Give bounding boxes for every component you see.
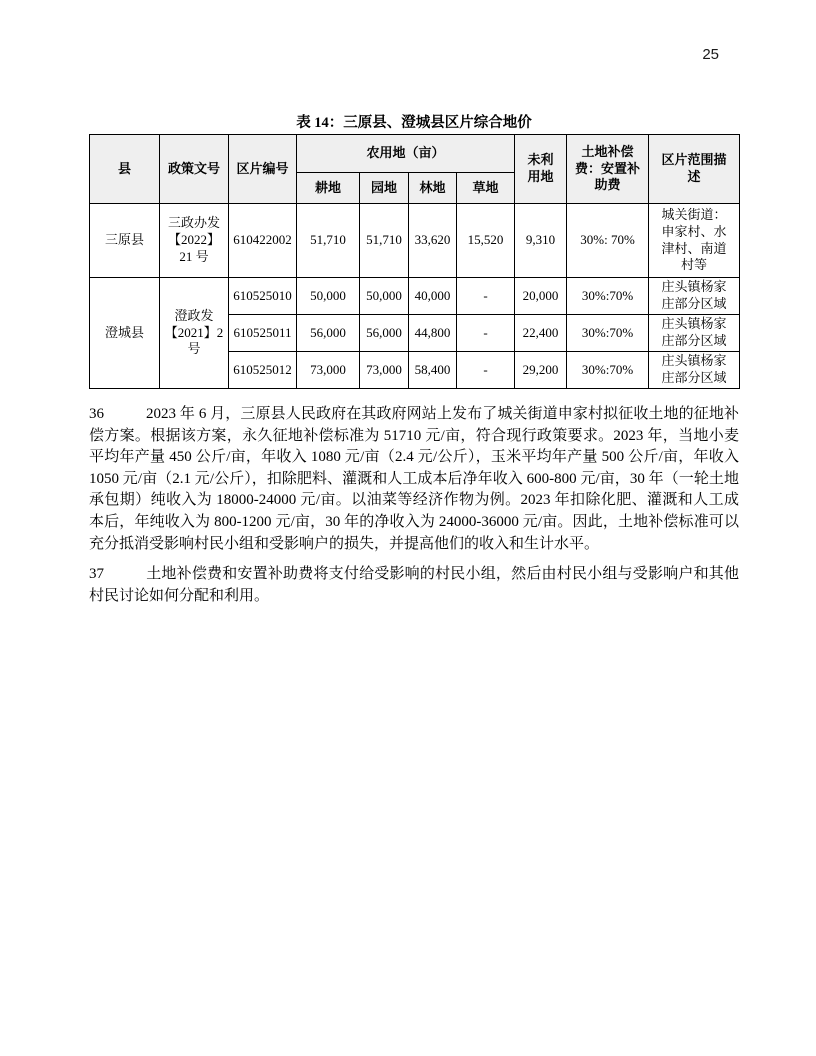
header-forest: 林地 <box>409 173 457 204</box>
header-policy-doc: 政策文号 <box>160 135 229 204</box>
cell-cultivated: 73,000 <box>297 352 360 389</box>
cell-policy-doc: 三政办发【2022】21 号 <box>160 204 229 278</box>
cell-forest: 33,620 <box>409 204 457 278</box>
cell-orchard: 51,710 <box>360 204 409 278</box>
header-zone-scope: 区片范围描述 <box>649 135 740 204</box>
cell-county: 澄城县 <box>90 278 160 389</box>
cell-unused: 29,200 <box>515 352 567 389</box>
cell-forest: 58,400 <box>409 352 457 389</box>
paragraph-text: 土地补偿费和安置补助费将支付给受影响的村民小组，然后由村民小组与受影响户和其他村民讨论如何分配和利用。 <box>89 566 739 604</box>
body-text <box>89 404 739 607</box>
cell-compensation: 30%: 70% <box>567 204 649 278</box>
cell-compensation: 30%:70% <box>567 315 649 352</box>
header-county: 县 <box>90 135 160 204</box>
cell-unused: 20,000 <box>515 278 567 315</box>
cell-grassland: - <box>457 278 515 315</box>
paragraph-number: 36 <box>89 406 104 422</box>
table-row <box>90 278 740 315</box>
table-title: 表 14：三原县、澄城县区片综合地价 <box>296 115 532 131</box>
cell-cultivated: 50,000 <box>297 278 360 315</box>
cell-county: 三原县 <box>90 204 160 278</box>
page-number: 25 <box>702 46 719 63</box>
cell-zone-code: 610525011 <box>229 315 297 352</box>
cell-policy-doc: 澄政发【2021】2 号 <box>160 278 229 389</box>
cell-zone-code: 610525012 <box>229 352 297 389</box>
cell-grassland: 15,520 <box>457 204 515 278</box>
cell-scope: 庄头镇杨家庄部分区域 <box>649 315 740 352</box>
cell-cultivated: 51,710 <box>297 204 360 278</box>
cell-orchard: 50,000 <box>360 278 409 315</box>
cell-grassland: - <box>457 352 515 389</box>
header-grassland: 草地 <box>457 173 515 204</box>
cell-zone-code: 610422002 <box>229 204 297 278</box>
cell-unused: 9,310 <box>515 204 567 278</box>
header-zone-code: 区片编号 <box>229 135 297 204</box>
table-row <box>90 204 740 278</box>
table-header-row-1 <box>90 135 740 173</box>
paragraph-36 <box>89 404 739 555</box>
cell-orchard: 73,000 <box>360 352 409 389</box>
header-unused-land: 未利用地 <box>515 135 567 204</box>
header-cultivated: 耕地 <box>297 173 360 204</box>
cell-forest: 44,800 <box>409 315 457 352</box>
header-orchard: 园地 <box>360 173 409 204</box>
paragraph-37 <box>89 564 739 607</box>
cell-unused: 22,400 <box>515 315 567 352</box>
paragraph-text: 2023 年 6 月，三原县人民政府在其政府网站上发布了城关街道申家村拟征收土地的征地补偿方案。根据该方案，永久征地补偿标准为 51710 元/亩，符合现行政策要求。2023 年，当地小麦平均年产量 450 公斤/亩，年收入 1080 元/亩（2.4 元/公斤），玉米平均年产量 500 公斤/亩，年收入 1050 元/亩（2.1 元/公斤），扣除肥料、灌溉和人工成本后净年收入 600-800 元/亩，30 年（一轮土地承包期）纯收入为 18000-24000 元/亩。以油菜等经济作物为例。2023 年扣除化肥、灌溉和人工成本后，年纯收入为 800-1200 元/亩，30 年的净收入为 24000-36000 元/亩。因此，土地补偿标准可以充分抵消受影响村民小组和受影响户的损失，并提高他们的收入和生计水平。 <box>89 406 739 552</box>
cell-orchard: 56,000 <box>360 315 409 352</box>
cell-forest: 40,000 <box>409 278 457 315</box>
paragraph-number: 37 <box>89 566 104 583</box>
cell-compensation: 30%:70% <box>567 278 649 315</box>
cell-scope: 庄头镇杨家庄部分区域 <box>649 278 740 315</box>
cell-zone-code: 610525010 <box>229 278 297 315</box>
land-price-table <box>89 134 740 389</box>
cell-cultivated: 56,000 <box>297 315 360 352</box>
header-agri-land-group: 农用地（亩） <box>297 135 515 173</box>
cell-compensation: 30%:70% <box>567 352 649 389</box>
cell-grassland: - <box>457 315 515 352</box>
cell-scope: 庄头镇杨家庄部分区域 <box>649 352 740 389</box>
cell-scope: 城关街道：申家村、水津村、南道村等 <box>649 204 740 278</box>
header-compensation: 土地补偿费：安置补助费 <box>567 135 649 204</box>
